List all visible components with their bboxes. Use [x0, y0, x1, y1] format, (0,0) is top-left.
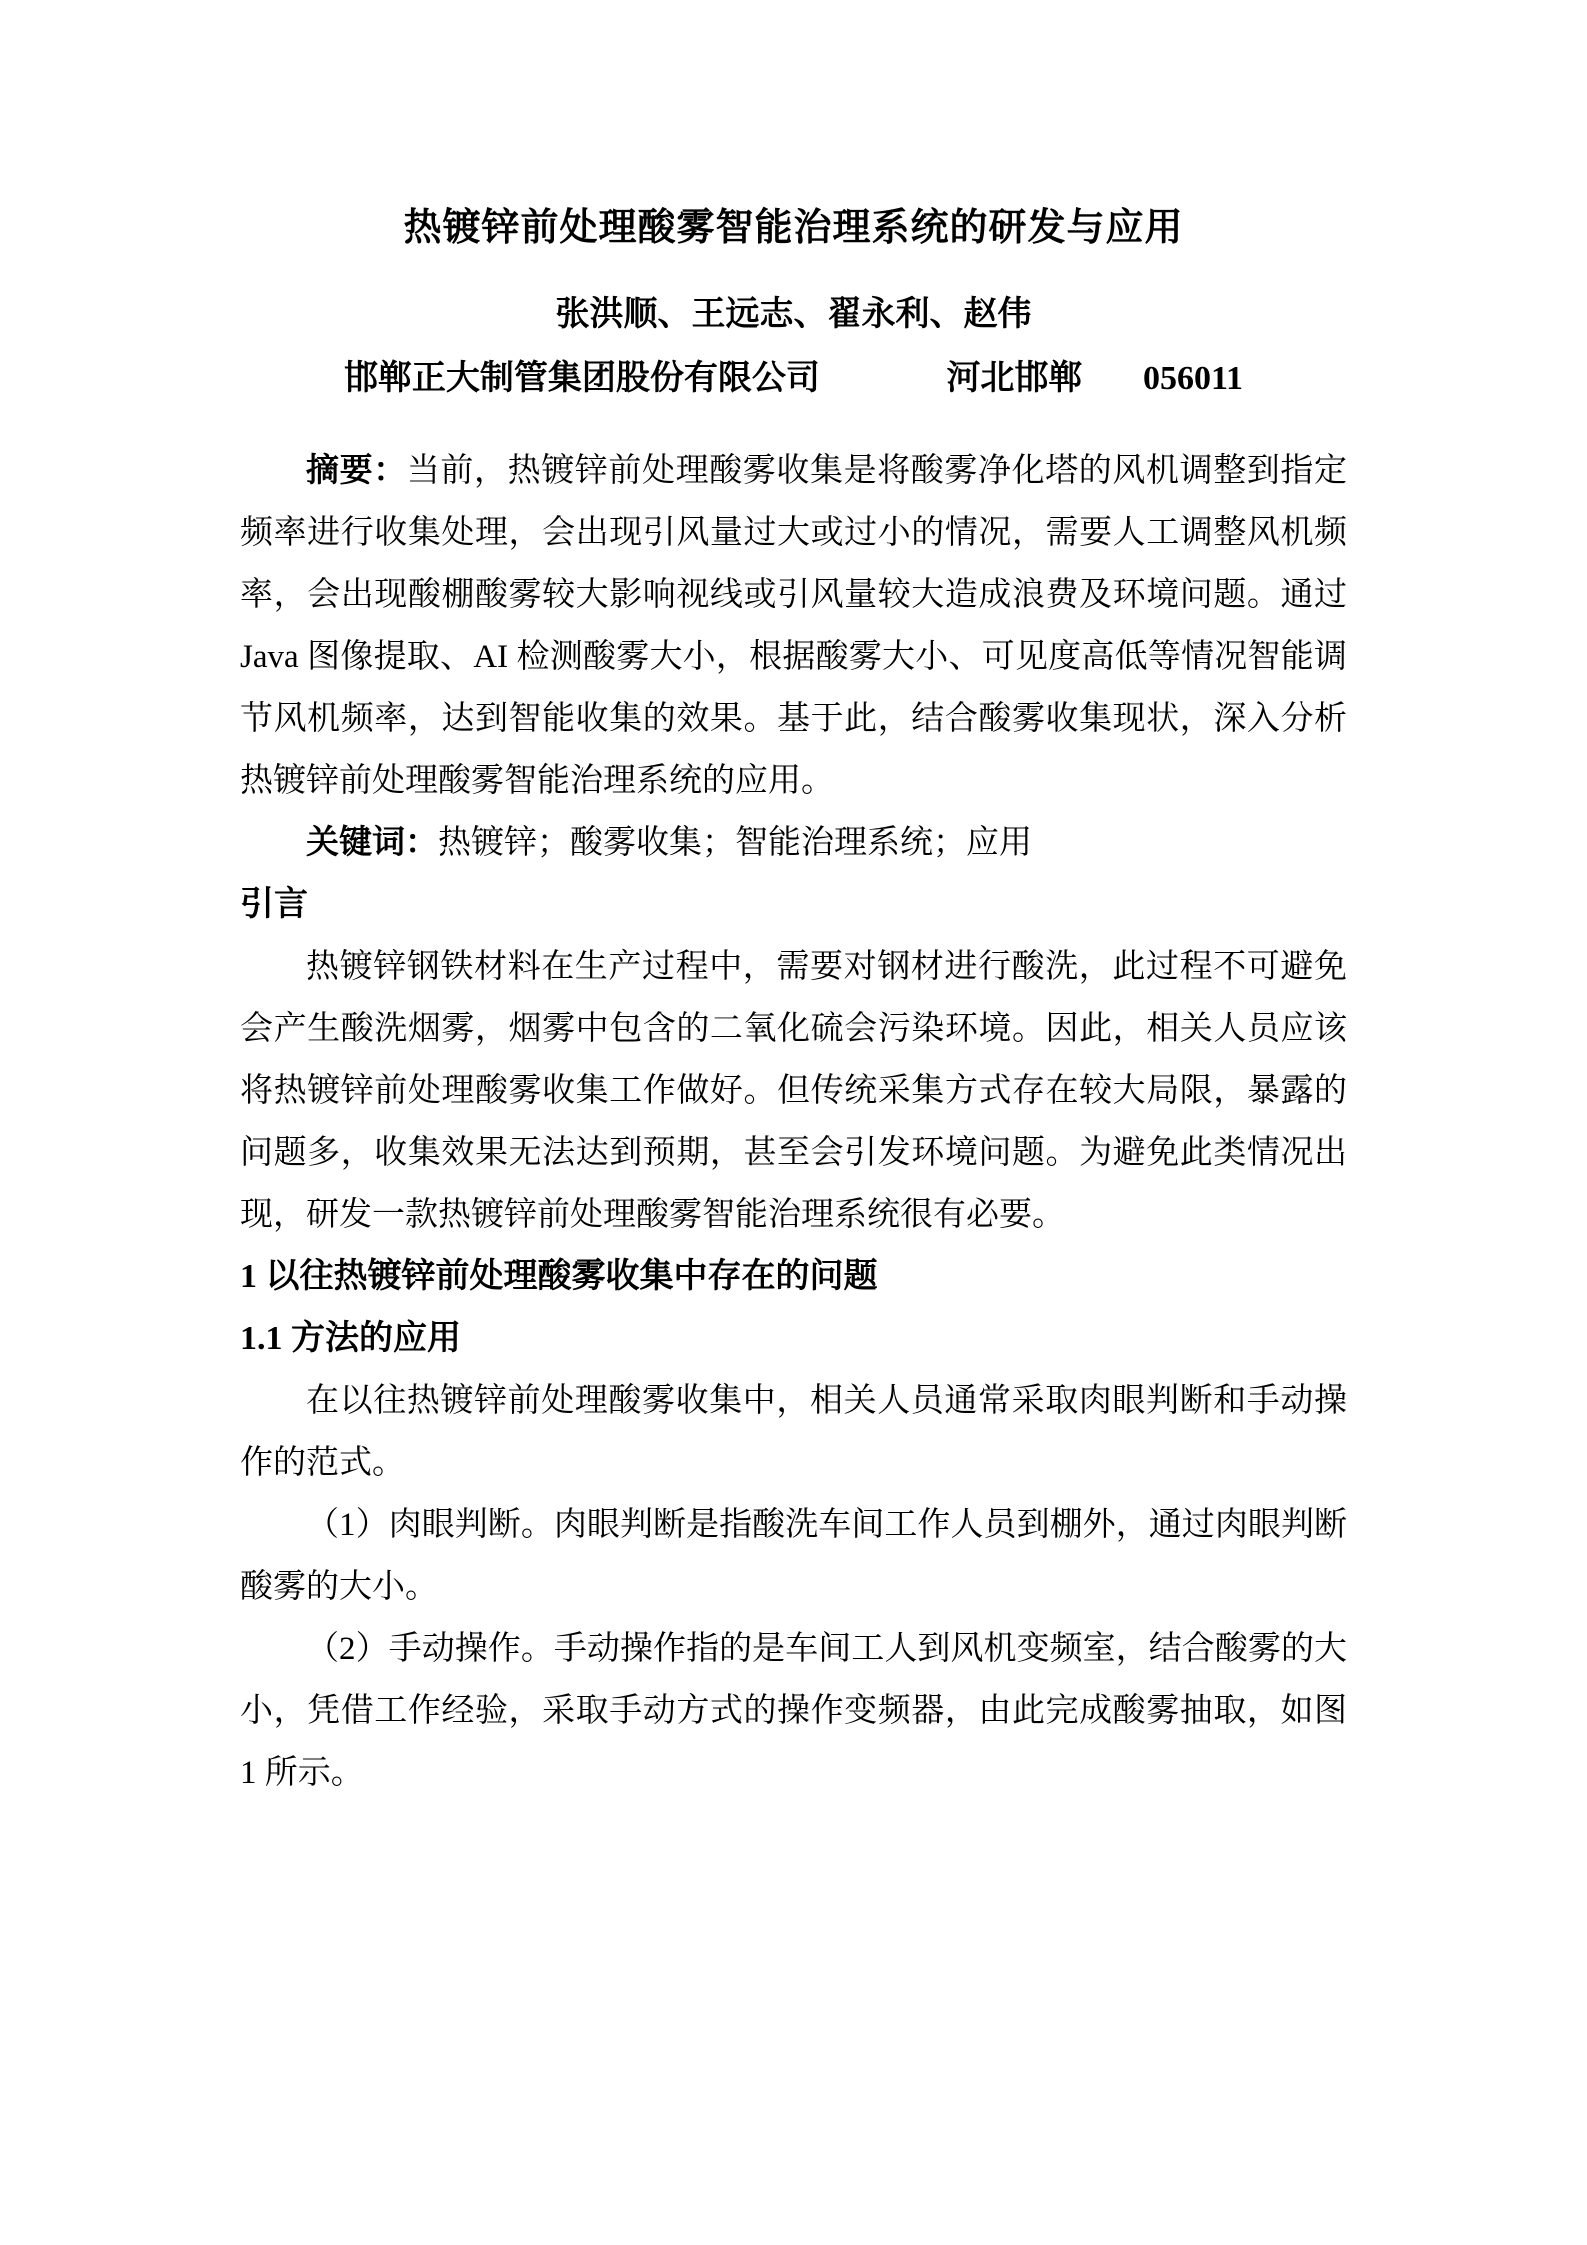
section-1-1-item-2: （2）手动操作。手动操作指的是车间工人到风机变频室，结合酸雾的大小，凭借工作经验，采取手动方式的操作变频器，由此完成酸雾抽取，如图 1 所示。 [240, 1631, 1347, 1791]
intro-heading: 引言 [240, 886, 308, 923]
paper-affiliation [240, 348, 1347, 410]
affiliation-region: 河北邯郸 [946, 360, 1083, 397]
abstract-label: 摘要： [306, 453, 407, 489]
keywords-label: 关键词： [306, 825, 438, 861]
section-1-1-paragraph: 在以往热镀锌前处理酸雾收集中，相关人员通常采取肉眼判断和手动操作的范式。 [240, 1383, 1347, 1481]
paper-authors: 张洪顺、王远志、翟永利、赵伟 [555, 296, 1032, 333]
intro-paragraph: 热镀锌钢铁材料在生产过程中，需要对钢材进行酸洗，此过程不可避免会产生酸洗烟雾，烟雾中包含的二氧化硫会污染环境。因此，相关人员应该将热镀锌前处理酸雾收集工作做好。但传统采集方式存在较大局限，暴露的问题多，收集效果无法达到预期，甚至会引发环境问题。为避免此类情况出现，研发一款热镀锌前处理酸雾智能治理系统很有必要。 [240, 949, 1347, 1233]
section-1-1-item-1: （1）肉眼判断。肉眼判断是指酸洗车间工作人员到棚外，通过肉眼判断酸雾的大小。 [240, 1507, 1347, 1605]
section-1-1-heading: 1.1 方法的应用 [240, 1320, 461, 1357]
keywords-text: 热镀锌；酸雾收集；智能治理系统；应用 [438, 825, 1032, 861]
abstract-paragraph [240, 440, 1347, 812]
section-1-heading: 1 以往热镀锌前处理酸雾收集中存在的问题 [240, 1258, 878, 1295]
paper-title: 热镀锌前处理酸雾智能治理系统的研发与应用 [403, 207, 1184, 249]
affiliation-postal-code: 056011 [1142, 360, 1244, 397]
affiliation-organization: 邯郸正大制管集团股份有限公司 [343, 360, 820, 397]
keywords-paragraph [240, 812, 1347, 874]
abstract-text: 当前，热镀锌前处理酸雾收集是将酸雾净化塔的风机调整到指定频率进行收集处理，会出现引风量过大或过小的情况，需要人工调整风机频率，会出现酸棚酸雾较大影响视线或引风量较大造成浪费及环境问题。通过 Java 图像提取、AI 检测酸雾大小，根据酸雾大小、可见度高低等情况智能调节风机频率，达到智能收集的效果。基于此，结合酸雾收集现状，深入分析热镀锌前处理酸雾智能治理系统的应用。 [240, 453, 1348, 799]
